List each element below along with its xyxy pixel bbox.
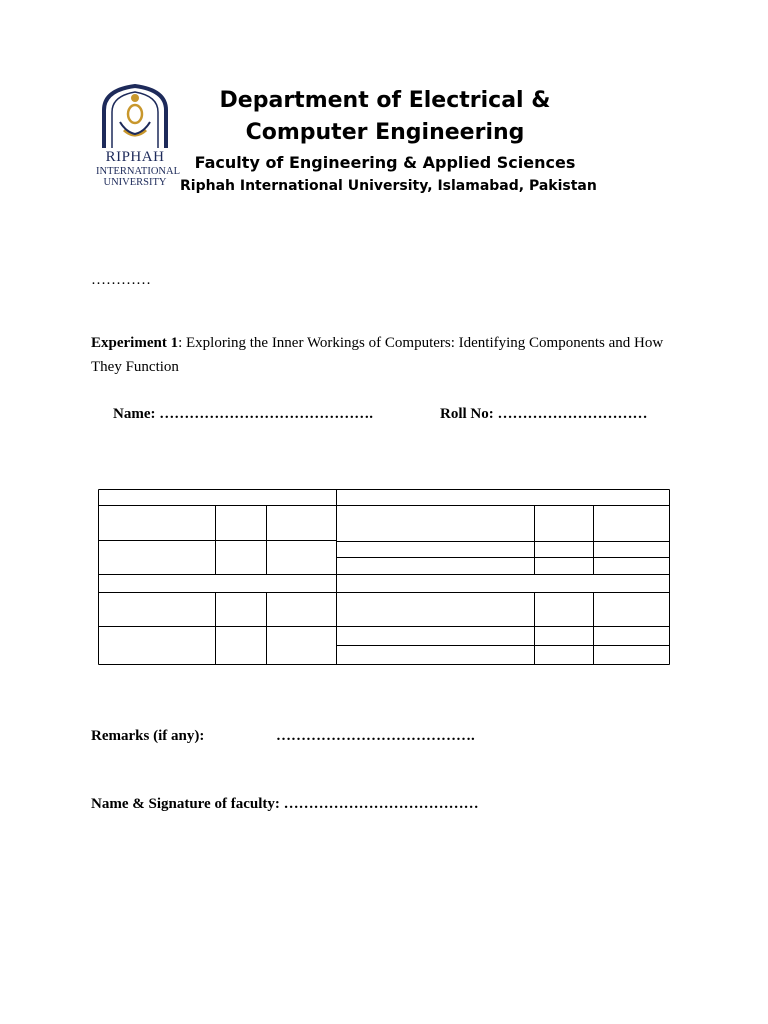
remarks-field: ………………………………….	[276, 728, 475, 744]
logo-text-riphah: RIPHAH	[105, 149, 165, 165]
faculty-subtitle: Faculty of Engineering & Applied Sciences	[194, 153, 576, 172]
department-title-line2: Computer Engineering	[245, 120, 525, 145]
logo-text-international: INTERNATIONAL	[96, 166, 180, 177]
leading-dots: …………	[91, 272, 151, 288]
roll-number-field: Roll No: …………………………	[440, 406, 648, 422]
assessment-table	[98, 489, 672, 672]
university-address: Riphah International University, Islamabad, Pakistan	[180, 178, 597, 194]
experiment-heading	[91, 331, 671, 379]
logo-emblem-icon	[96, 84, 174, 148]
remarks-label: Remarks (if any):	[91, 728, 205, 744]
university-logo	[96, 84, 180, 196]
experiment-label: Experiment 1	[91, 335, 179, 351]
student-name-field: Name: …………………………………….	[113, 406, 373, 422]
department-title-line1: Department of Electrical &	[219, 88, 551, 113]
faculty-signature-field: Name & Signature of faculty: …………………………………	[91, 796, 479, 812]
experiment-title: : Exploring the Inner Workings of Computers: Identifying Components and How They Function	[91, 335, 664, 375]
logo-text-university: UNIVERSITY	[103, 177, 167, 188]
table-grid	[98, 489, 672, 667]
